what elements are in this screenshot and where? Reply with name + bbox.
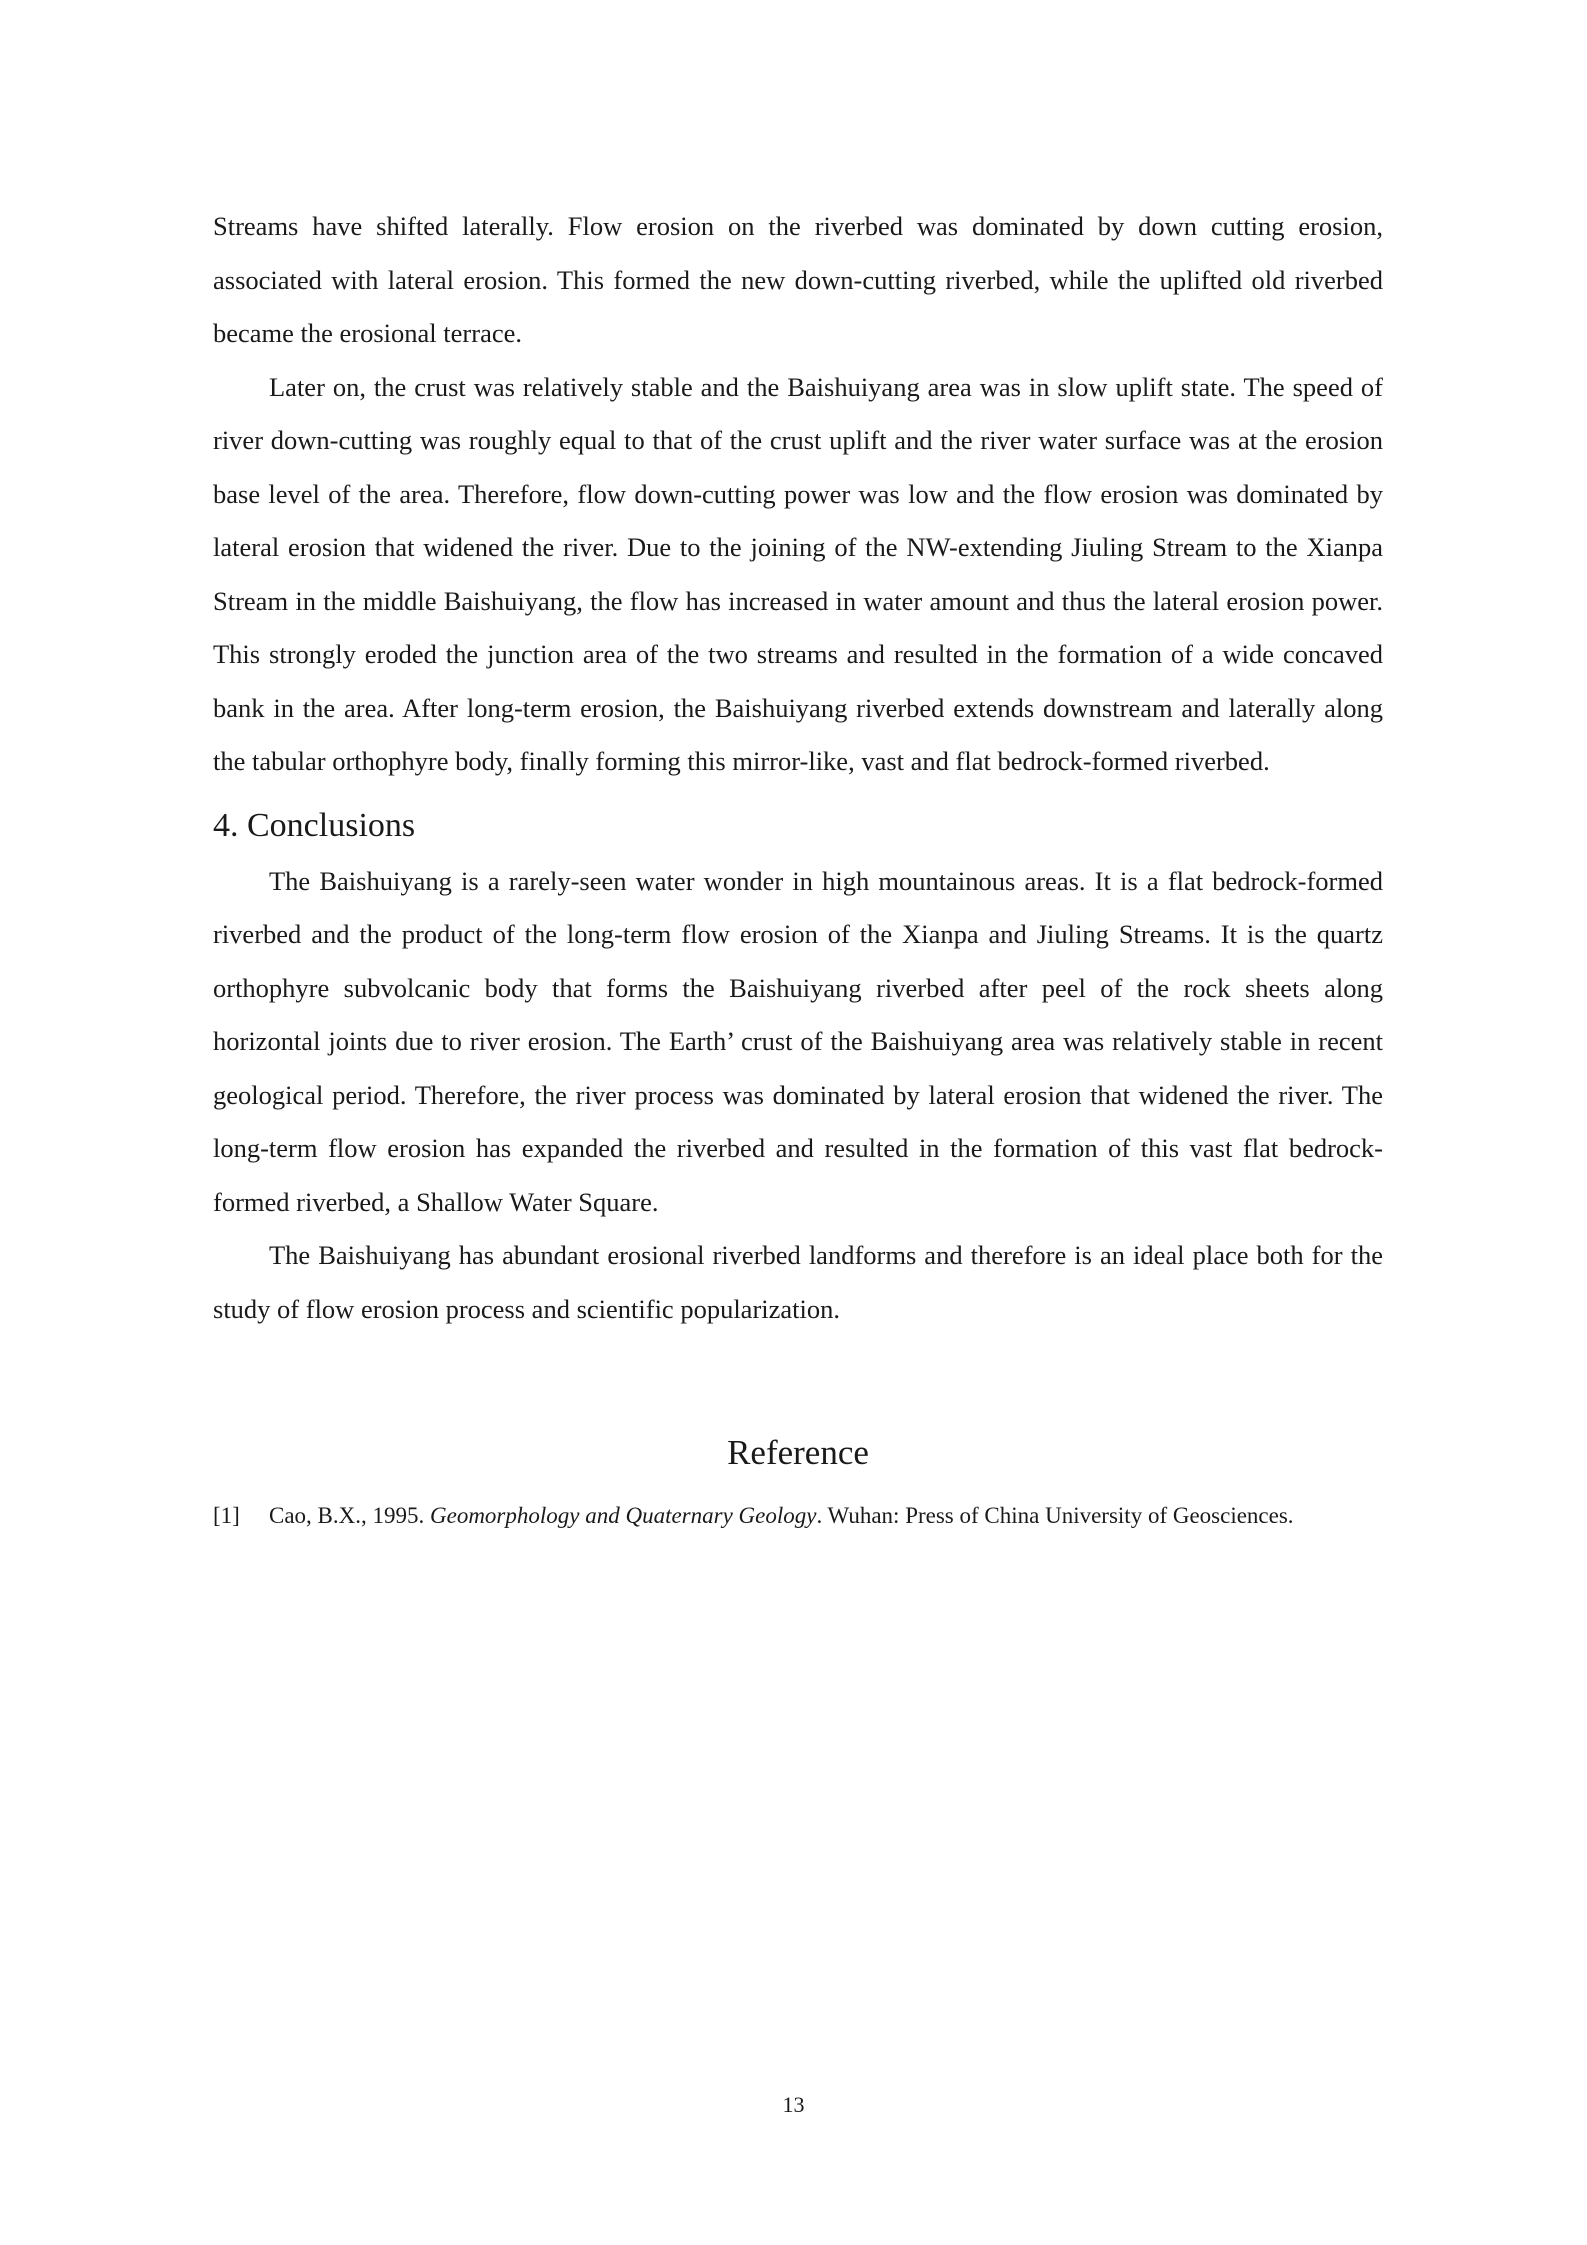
reference-title: Geomorphology and Quaternary Geology — [430, 1503, 817, 1528]
reference-authors-year: Cao, B.X., 1995. — [269, 1503, 430, 1528]
conclusions-paragraph-1: The Baishuiyang is a rarely-seen water wonder in high mountainous areas. It is a flat bedrock-formed riverbed and the product of the long-term flow erosion of the Xianpa and Jiuling Streams. It is the quartz orthophyre subvolcanic body that forms the Baishuiyang riverbed after peel of the rock sheets along horizontal joints due to river erosion. The Earth’ crust of the Baishuiyang area was relatively stable in recent geological period. Therefore, the river process was dominated by lateral erosion that widened the river. The long-term flow erosion has expanded the riverbed and resulted in the formation of this vast flat bedrock-formed riverbed, a Shallow Water Square. — [213, 865, 1383, 1217]
page-number: 13 — [782, 2092, 805, 2117]
body-paragraph-2: Later on, the crust was relatively stable and the Baishuiyang area was in slow uplift state. The speed of river down-cutting was roughly equal to that of the crust uplift and the river water surface was at the erosion base level of the area. Therefore, flow down-cutting power was low and the flow erosion was dominated by lateral erosion that widened the river. Due to the joining of the NW-extending Jiuling Stream to the Xianpa Stream in the middle Baishuiyang, the flow has increased in water amount and thus the lateral erosion power. This strongly eroded the junction area of the two streams and resulted in the formation of a wide concaved bank in the area. After long-term erosion, the Baishuiyang riverbed extends downstream and laterally along the tabular orthophyre body, finally forming this mirror-like, vast and flat bedrock-formed riverbed. — [213, 371, 1383, 776]
page-content — [213, 200, 1383, 1534]
reference-item — [213, 1498, 1383, 1534]
reference-number: [1] — [213, 1503, 240, 1528]
reference-heading: Reference — [727, 1433, 869, 1472]
conclusions-paragraph-2: The Baishuiyang has abundant erosional riverbed landforms and therefore is an ideal place both for the study of flow erosion process and scientific popularization. — [213, 1240, 1383, 1324]
body-paragraph-1: Streams have shifted laterally. Flow erosion on the riverbed was dominated by down cutting erosion, associated with lateral erosion. This formed the new down-cutting riverbed, while the uplifted old riverbed became the erosional terrace. — [213, 211, 1383, 348]
reference-publisher: . Wuhan: Press of China University of Geosciences. — [816, 1503, 1294, 1528]
conclusions-heading: 4. Conclusions — [213, 806, 416, 844]
reference-text — [269, 1498, 1294, 1534]
